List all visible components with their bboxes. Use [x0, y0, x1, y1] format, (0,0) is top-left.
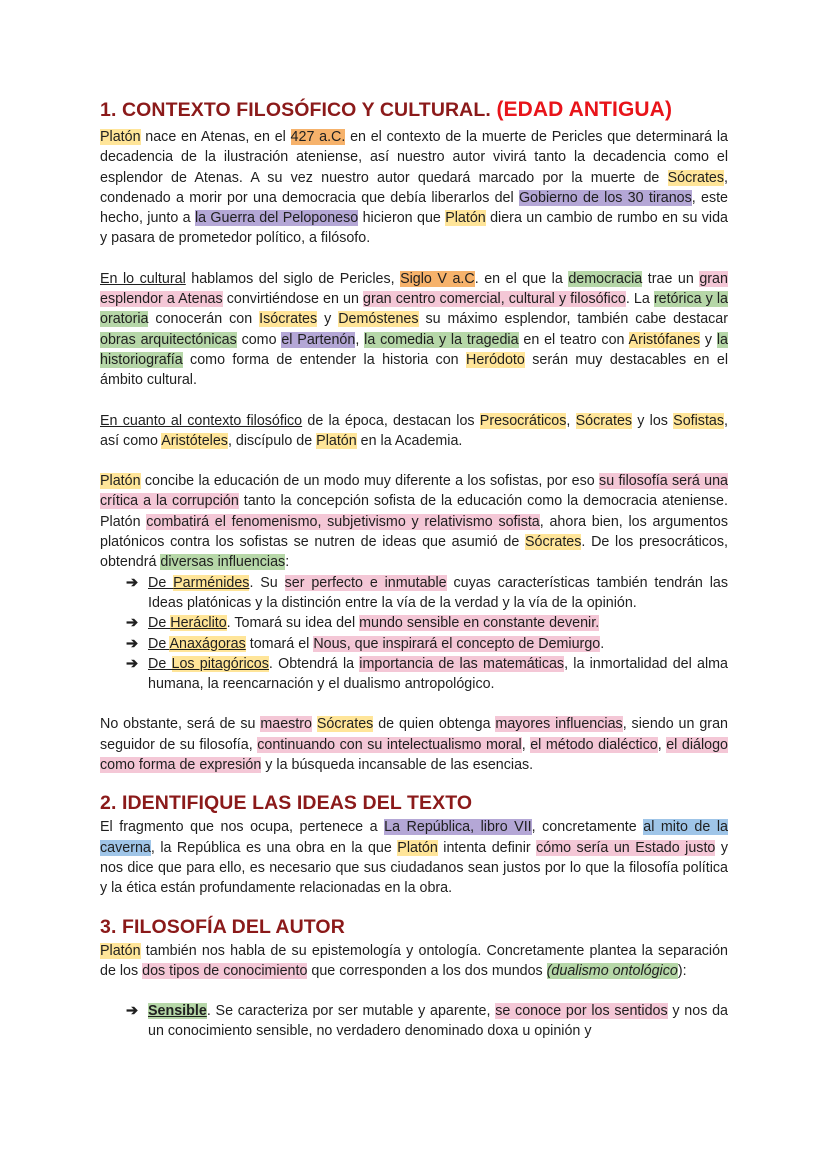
text-run: . Obtendrá la	[268, 655, 360, 672]
text-run: en el contexto de la muerte de Pericles que determinará la decadencia de la ilustración ateniense, así nuestro autor vivirá tanto la decadencia como el esplendor de Atenas. A su vez nuestro autor quedará marcado por la muerte de	[100, 129, 728, 186]
text-run: , este hecho, junto a	[100, 189, 729, 227]
section-2-title-text: 2. IDENTIFIQUE LAS IDEAS DEL TEXTO	[100, 792, 473, 815]
text-run: y	[317, 311, 339, 328]
text-run: tomará el	[245, 635, 314, 652]
highlighted-text: Sócrates	[316, 716, 374, 733]
highlighted-text: Sofistas	[673, 412, 725, 429]
paragraph-context-birth	[100, 127, 728, 249]
text-run: ,	[566, 412, 576, 429]
text-run: concibe la educación de un modo muy diferente a los sofistas, por eso	[140, 473, 600, 490]
list-item	[126, 1001, 728, 1042]
arrow-bullet-icon: ➔	[126, 1003, 138, 1020]
highlighted-text: gran centro comercial, cultural y filosófico	[363, 291, 626, 308]
text-run: No obstante, será de su	[100, 716, 261, 733]
text-run: ):	[677, 962, 687, 979]
paragraph-cultural-context	[100, 269, 728, 391]
highlighted-text: Gobierno de los 30 tiranos	[518, 189, 692, 206]
text-run: De	[148, 615, 171, 632]
text-run: hicieron que	[358, 210, 446, 227]
text-run: El fragmento que nos ocupa, pertenece a	[100, 819, 385, 836]
highlighted-text: gran esplendor a Atenas	[100, 270, 728, 308]
highlighted-text: obras arquitectónicas	[100, 331, 237, 348]
text-run: y nos da un conocimiento sensible, no verdadero denominado doxa u opinión y	[148, 1003, 728, 1040]
text-run: diera un cambio de rumbo en su vida y pasara de prometedor político, a filósofo.	[100, 210, 729, 247]
highlighted-text: 427 a.C.	[290, 129, 346, 145]
highlighted-text: Heráclito	[170, 615, 227, 632]
highlighted-text: Los pitagóricos	[171, 655, 269, 672]
list-item	[126, 634, 728, 654]
text-run: En lo cultural	[100, 270, 186, 287]
text-run: . La	[625, 291, 654, 308]
text-run: que corresponden a los dos mundos	[307, 962, 547, 979]
highlighted-text: Aristófanes	[628, 331, 701, 348]
text-run: . Tomará su idea del	[226, 615, 360, 632]
highlighted-text: el Partenón	[281, 331, 356, 348]
text-run: .	[600, 635, 605, 652]
text-run: tanto la concepción sofista de la educación como la democracia ateniense. Platón	[100, 493, 728, 530]
text-run: De	[148, 574, 174, 591]
text-run: , la República es una obra en la que	[150, 839, 398, 856]
highlighted-text: Heródoto	[466, 351, 525, 368]
highlighted-text: Demóstenes	[338, 311, 419, 328]
highlighted-text: retórica y la oratoria	[100, 291, 728, 328]
highlighted-text: cómo sería un Estado justo	[536, 839, 716, 856]
highlighted-text: la historiografía	[100, 331, 728, 368]
list-item	[126, 573, 729, 614]
highlighted-text: ser perfecto e inmutable	[284, 574, 447, 591]
highlighted-text: Sócrates	[575, 412, 633, 429]
text-run: De	[148, 635, 170, 652]
text-run: De	[148, 655, 172, 672]
text-run: , siendo un gran seguidor de su filosofía,	[100, 716, 728, 753]
text-run: . Su	[249, 574, 285, 591]
highlighted-text: su filosofía será una crítica a la corrupción	[100, 473, 729, 510]
highlighted-text: Parménides	[173, 574, 250, 591]
arrow-bullet-icon: ➔	[126, 635, 138, 652]
text-run: serán muy destacables en el ámbito cultural.	[100, 351, 728, 389]
paragraph-socrates-influence	[100, 714, 728, 775]
highlighted-text: el método dialéctico	[530, 736, 658, 753]
text-run: su máximo esplendor, también cabe destacar	[418, 311, 729, 328]
paragraph-philosophical-context	[100, 411, 728, 452]
text-run: ,	[521, 736, 531, 753]
highlighted-text: Platón	[100, 942, 141, 959]
text-run: trae un	[642, 270, 700, 287]
paragraph-author-philosophy	[100, 941, 728, 982]
paragraph-education	[100, 471, 728, 572]
highlighted-text: diversas influencias	[160, 554, 286, 571]
text-run: , discípulo de	[227, 432, 317, 449]
text-run: . Se caracteriza por ser mutable y aparente,	[206, 1003, 496, 1020]
document-page	[100, 96, 728, 1042]
text-run: en la Academia.	[356, 432, 463, 449]
section-1-title	[100, 96, 728, 124]
highlighted-text: Isócrates	[259, 311, 318, 328]
arrow-bullet-icon: ➔	[126, 574, 138, 591]
text-run: como forma de entender la historia con	[182, 351, 467, 368]
arrow-bullet-icon: ➔	[126, 615, 138, 632]
highlighted-text: Sócrates	[524, 534, 582, 551]
highlighted-text: Platón	[316, 432, 357, 449]
text-run: nace en Atenas, en el	[140, 129, 291, 145]
highlighted-text: Sócrates	[667, 169, 725, 186]
arrow-bullet-icon: ➔	[126, 655, 138, 672]
knowledge-types-list	[100, 1001, 728, 1042]
highlighted-text: Sensible	[148, 1003, 207, 1020]
text-run: :	[285, 554, 290, 571]
highlighted-text: Anaxágoras	[169, 635, 246, 652]
list-item	[126, 654, 728, 695]
section-1-title-accent: (EDAD ANTIGUA)	[496, 98, 673, 121]
text-run: ,	[355, 331, 365, 348]
highlighted-text: mayores influencias	[495, 716, 623, 733]
highlighted-text: Platón	[100, 473, 141, 490]
highlighted-text: Aristóteles	[161, 432, 228, 449]
text-run: convirtiéndose en un	[222, 291, 364, 308]
highlighted-text: se conoce por los sentidos	[495, 1003, 668, 1020]
highlighted-text: Platón	[445, 210, 486, 227]
section-3-title-text: 3. FILOSOFÍA DEL AUTOR	[100, 915, 345, 938]
highlighted-text: La República, libro VII	[384, 819, 532, 836]
text-run: conocerán con	[148, 311, 260, 328]
highlighted-text: continuando con su intelectualismo moral	[257, 736, 522, 753]
text-run: , así como	[100, 412, 729, 449]
text-run: , condenado a morir por una democracia que debía liberarlos del	[100, 169, 728, 206]
paragraph-text-ideas	[100, 817, 728, 898]
text-run: , concretamente	[531, 819, 644, 836]
highlighted-text: la Guerra del Peloponeso	[194, 210, 359, 227]
text-run: y los	[632, 412, 674, 429]
list-item	[126, 613, 728, 633]
text-run: . en el que la	[474, 270, 569, 287]
highlighted-text: al mito de la caverna	[100, 819, 728, 856]
text-run: , la inmortalidad del alma humana, la reencarnación y el dualismo antropológico.	[148, 655, 728, 693]
highlighted-text: la comedia y la tragedia	[364, 331, 519, 348]
highlighted-text: el diálogo como forma de expresión	[100, 736, 729, 774]
section-2-title	[100, 789, 728, 817]
highlighted-text: Siglo V a.C	[400, 270, 475, 287]
highlighted-text: (dualismo ontológico	[546, 962, 678, 979]
highlighted-text: democracia	[568, 270, 643, 287]
highlighted-text: Nous, que inspirará el concepto de Demiurgo	[313, 635, 601, 652]
section-3-title	[100, 913, 728, 941]
text-run: hablamos del siglo de Pericles,	[185, 270, 401, 287]
highlighted-text: mundo sensible en constante devenir.	[359, 615, 600, 632]
text-run: de la época, destacan los	[302, 412, 480, 429]
text-run: . De los presocráticos, obtendrá	[100, 534, 728, 571]
text-run: de quien obtenga	[373, 716, 496, 733]
highlighted-text: maestro	[260, 716, 312, 733]
highlighted-text: Platón	[100, 129, 141, 145]
text-run: como	[236, 331, 282, 348]
text-run: y	[700, 331, 717, 348]
highlighted-text: dos tipos de conocimiento	[142, 962, 308, 979]
highlighted-text: importancia de las matemáticas	[359, 655, 565, 672]
text-run: y la búsqueda incansable de las esencias.	[261, 757, 534, 774]
highlighted-text: combatirá el fenomenismo, subjetivismo y relativismo sofista	[146, 513, 540, 530]
section-1-title-text: 1. CONTEXTO FILOSÓFICO Y CULTURAL.	[100, 99, 491, 121]
text-run: también nos habla de su epistemología y ontología. Concretamente plantea la separación de los	[100, 942, 728, 979]
text-run: cuyas características también tendrán las Ideas platónicas y la distinción entre la vía de la verdad y la vía de la opinión.	[148, 574, 729, 611]
text-run: y nos dice que para ello, es necesario que sus ciudadanos sean justos por lo que la filosofía política y la ética están profundamente relacionadas en la obra.	[100, 839, 728, 897]
influences-list	[100, 573, 728, 695]
highlighted-text: Presocráticos	[479, 412, 567, 429]
highlighted-text: Platón	[397, 839, 438, 856]
text-run: intenta definir	[437, 839, 537, 856]
text-run: en el teatro con	[518, 331, 629, 348]
text-run: , ahora bien, los argumentos platónicos contra los sofistas se nutren de ideas que asumió de	[100, 513, 728, 551]
text-run: En cuanto al contexto filosófico	[100, 412, 303, 429]
text-run: ,	[657, 736, 667, 753]
